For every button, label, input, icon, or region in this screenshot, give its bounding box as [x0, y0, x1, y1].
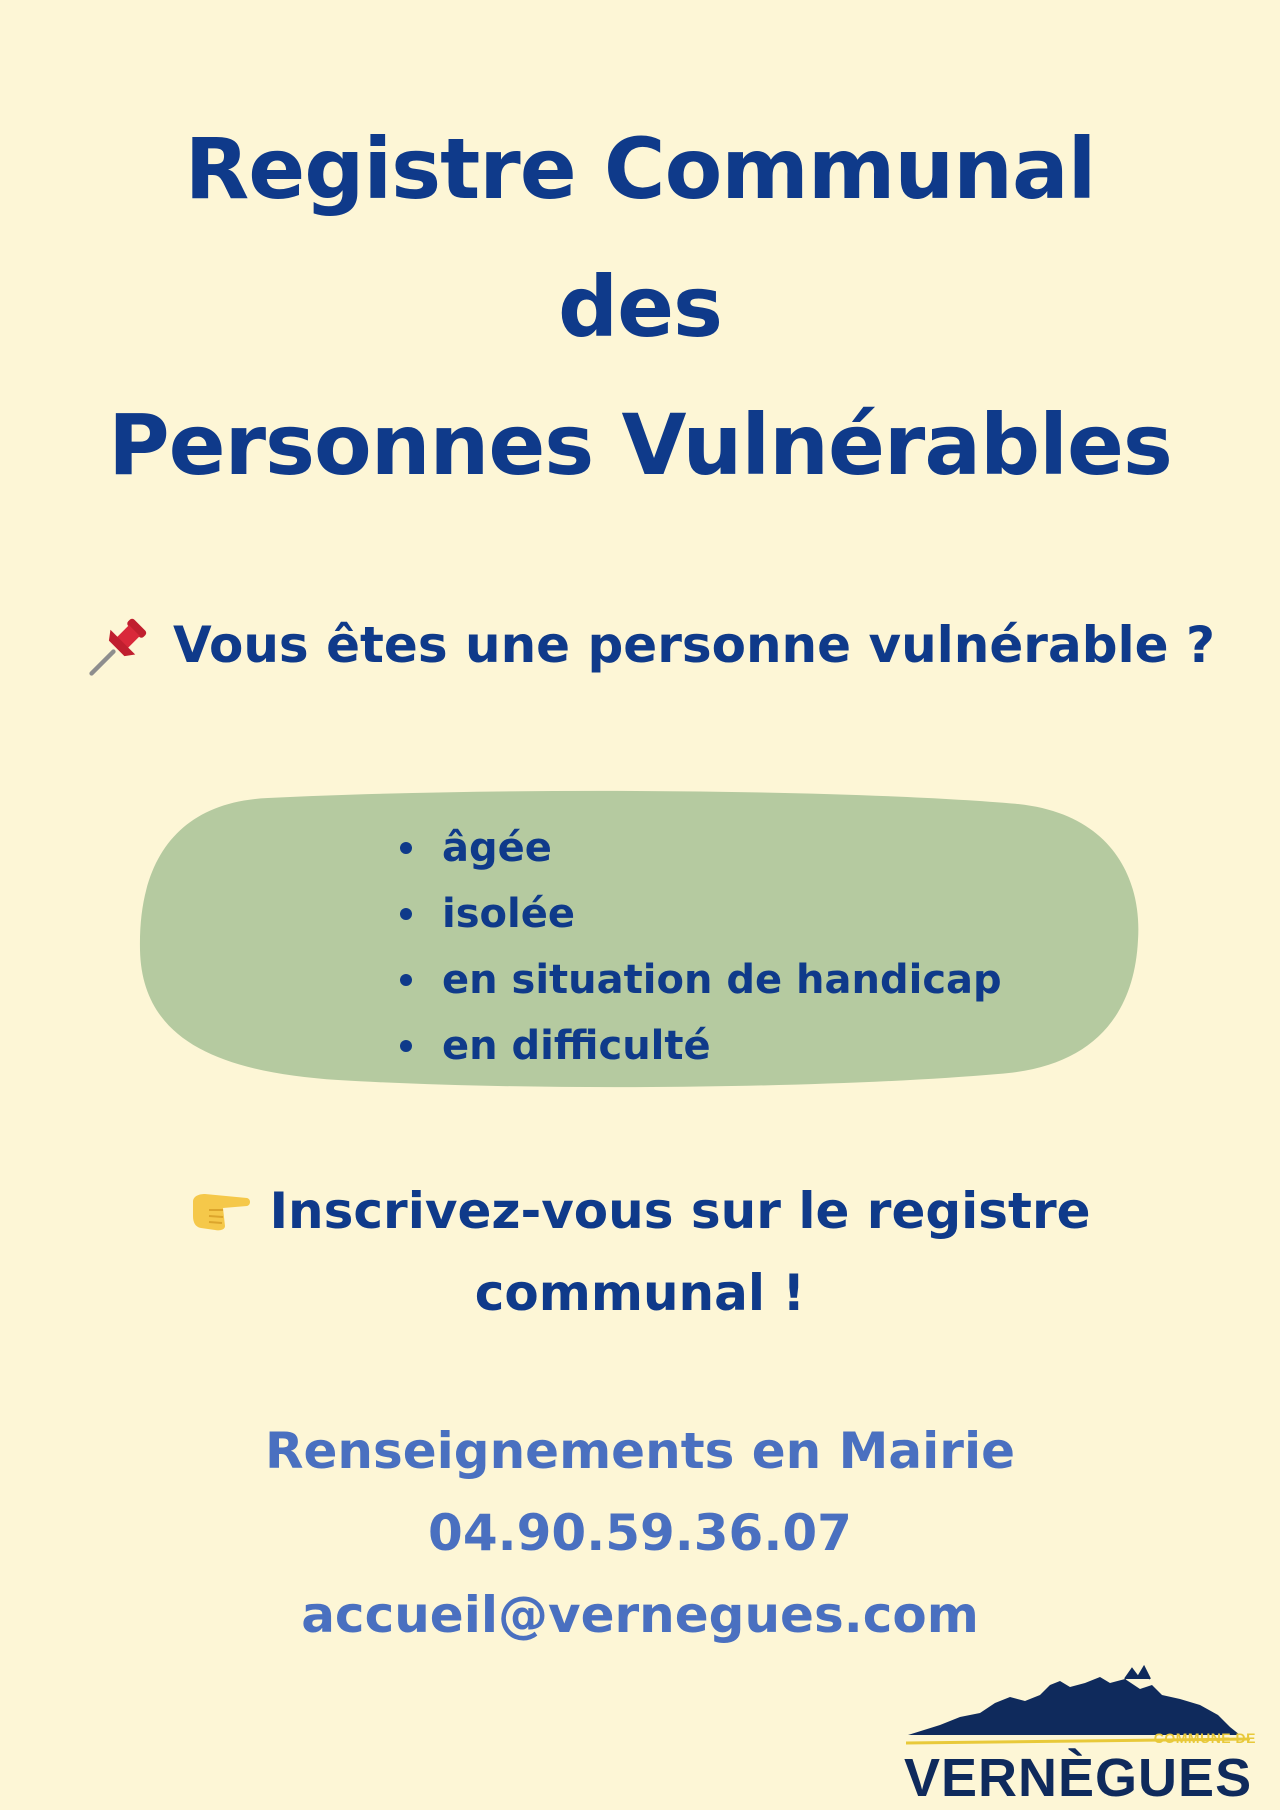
pushpin-icon: [85, 610, 155, 680]
logo-subtitle: COMMUNE DE: [1153, 1730, 1256, 1746]
criteria-list: [400, 815, 1002, 1079]
bullet-icon: [400, 974, 412, 986]
email-address[interactable]: accueil@vernegues.com: [301, 1586, 979, 1644]
bullet-icon: [400, 908, 412, 920]
cta-line-1: Inscrivez-vous sur le registre: [269, 1182, 1091, 1240]
cta-line-2: communal !: [474, 1264, 806, 1322]
pointing-hand-icon: [189, 1188, 251, 1234]
phone-number[interactable]: 04.90.59.36.07: [428, 1504, 852, 1562]
vernegues-logo: [900, 1655, 1270, 1808]
list-item: en situation de handicap: [400, 947, 1002, 1013]
question-heading: [40, 610, 1260, 680]
call-to-action: [0, 1170, 1280, 1334]
list-item: isolée: [400, 881, 1002, 947]
title-line-1: Registre Communal: [184, 120, 1096, 218]
logo-name: VERNÈGUES: [904, 1748, 1253, 1808]
title-line-3: Personnes Vulnérables: [108, 396, 1172, 494]
contact-info: [0, 1410, 1280, 1656]
bullet-icon: [400, 842, 412, 854]
title-line-2: des: [557, 258, 723, 356]
question-text: Vous êtes une personne vulnérable ?: [173, 616, 1215, 674]
page-title: [0, 100, 1280, 514]
info-heading: Renseignements en Mairie: [264, 1422, 1016, 1480]
list-item: en difficulté: [400, 1013, 1002, 1079]
bullet-icon: [400, 1040, 412, 1052]
list-item: âgée: [400, 815, 1002, 881]
